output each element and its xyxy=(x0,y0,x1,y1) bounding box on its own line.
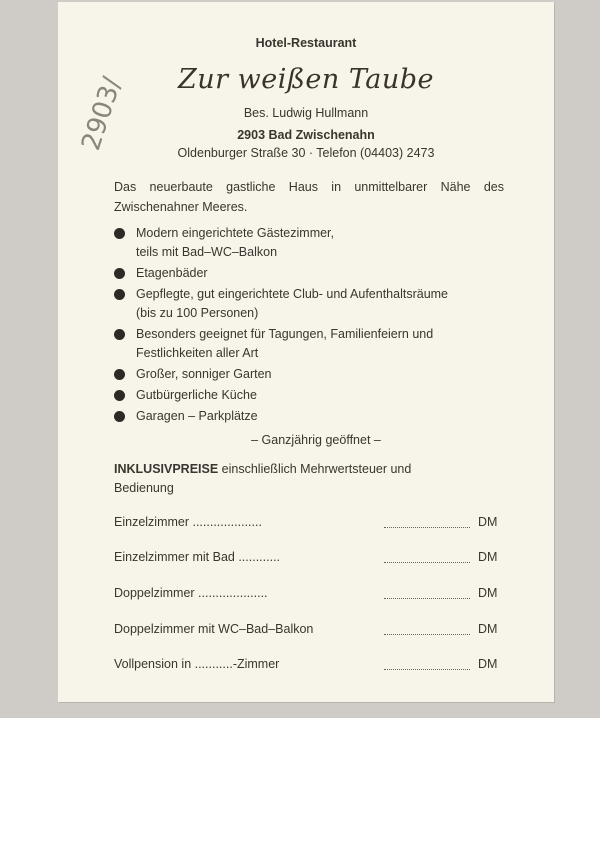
prices-note: einschließlich Mehrwertsteuer und Bedienung xyxy=(114,462,412,495)
bullet-dot-icon xyxy=(114,329,125,340)
list-item xyxy=(114,224,556,262)
currency-label: DM xyxy=(478,515,498,529)
list-item xyxy=(114,285,556,323)
feature-text: Festlichkeiten aller Art xyxy=(136,346,259,360)
currency-label: DM xyxy=(478,550,498,564)
bullet-dot-icon xyxy=(114,411,125,422)
prices-intro xyxy=(114,460,464,498)
feature-text: Garagen – Parkplätze xyxy=(136,409,258,423)
list-item xyxy=(114,365,556,384)
room-type: Einzelzimmer mit Bad ............ xyxy=(114,550,281,564)
bullet-dot-icon xyxy=(114,289,125,300)
currency-label: DM xyxy=(478,622,498,636)
owner-line: Bes. Ludwig Hullmann xyxy=(243,106,369,120)
price-row xyxy=(114,550,504,568)
price-row xyxy=(114,657,504,675)
price-row xyxy=(114,515,504,533)
feature-text: Gepflegte, gut eingerichtete Club- und Aufenthaltsräume xyxy=(136,287,449,301)
list-item xyxy=(114,325,556,363)
feature-text: Großer, sonniger Garten xyxy=(136,367,272,381)
bullet-dot-icon xyxy=(114,268,125,279)
room-type: Doppelzimmer .................... xyxy=(114,586,268,600)
feature-text: Gutbürgerliche Küche xyxy=(136,388,257,402)
bullet-dot-icon xyxy=(114,390,125,401)
feature-text: (bis zu 100 Personen) xyxy=(136,306,259,320)
feature-text: Besonders geeignet für Tagungen, Familienfeiern und xyxy=(136,327,434,341)
pencil-mark-text: 2903/ xyxy=(76,73,128,154)
bullet-dot-icon xyxy=(114,369,125,380)
currency-label: DM xyxy=(478,586,498,600)
price-row xyxy=(114,622,504,640)
price-blank xyxy=(384,634,470,635)
room-type: Doppelzimmer mit WC–Bad–Balkon xyxy=(114,622,314,636)
intro-paragraph: Das neuerbaute gastliche Haus in unmittelbarer Nähe des Zwischenahner Meeres. xyxy=(114,180,504,214)
list-item xyxy=(114,407,556,426)
feature-text: Modern eingerichtete Gästezimmer, xyxy=(136,226,335,240)
prices-heading: INKLUSIVPREISE xyxy=(114,462,219,476)
price-row xyxy=(114,586,504,604)
feature-text: teils mit Bad–WC–Balkon xyxy=(136,245,278,259)
bullet-dot-icon xyxy=(114,228,125,239)
currency-label: DM xyxy=(478,657,498,671)
feature-text: Etagenbäder xyxy=(136,266,208,280)
header-label: Hotel-Restaurant xyxy=(255,36,357,50)
feature-list xyxy=(114,224,556,428)
hotel-card xyxy=(58,2,554,702)
list-item xyxy=(114,264,556,283)
open-note: – Ganzjährig geöffnet – xyxy=(251,433,381,447)
room-type: Einzelzimmer .................... xyxy=(114,515,262,529)
price-blank xyxy=(384,562,470,563)
room-type: Vollpension in ...........-Zimmer xyxy=(114,657,280,671)
price-blank xyxy=(384,527,470,528)
hotel-name: Zur weißen Taube xyxy=(177,64,434,95)
price-blank xyxy=(384,598,470,599)
address-line: Oldenburger Straße 30 · Telefon (04403) 2473 xyxy=(177,146,435,160)
city-line: 2903 Bad Zwischenahn xyxy=(237,128,375,142)
list-item xyxy=(114,386,556,405)
price-blank xyxy=(384,669,470,670)
